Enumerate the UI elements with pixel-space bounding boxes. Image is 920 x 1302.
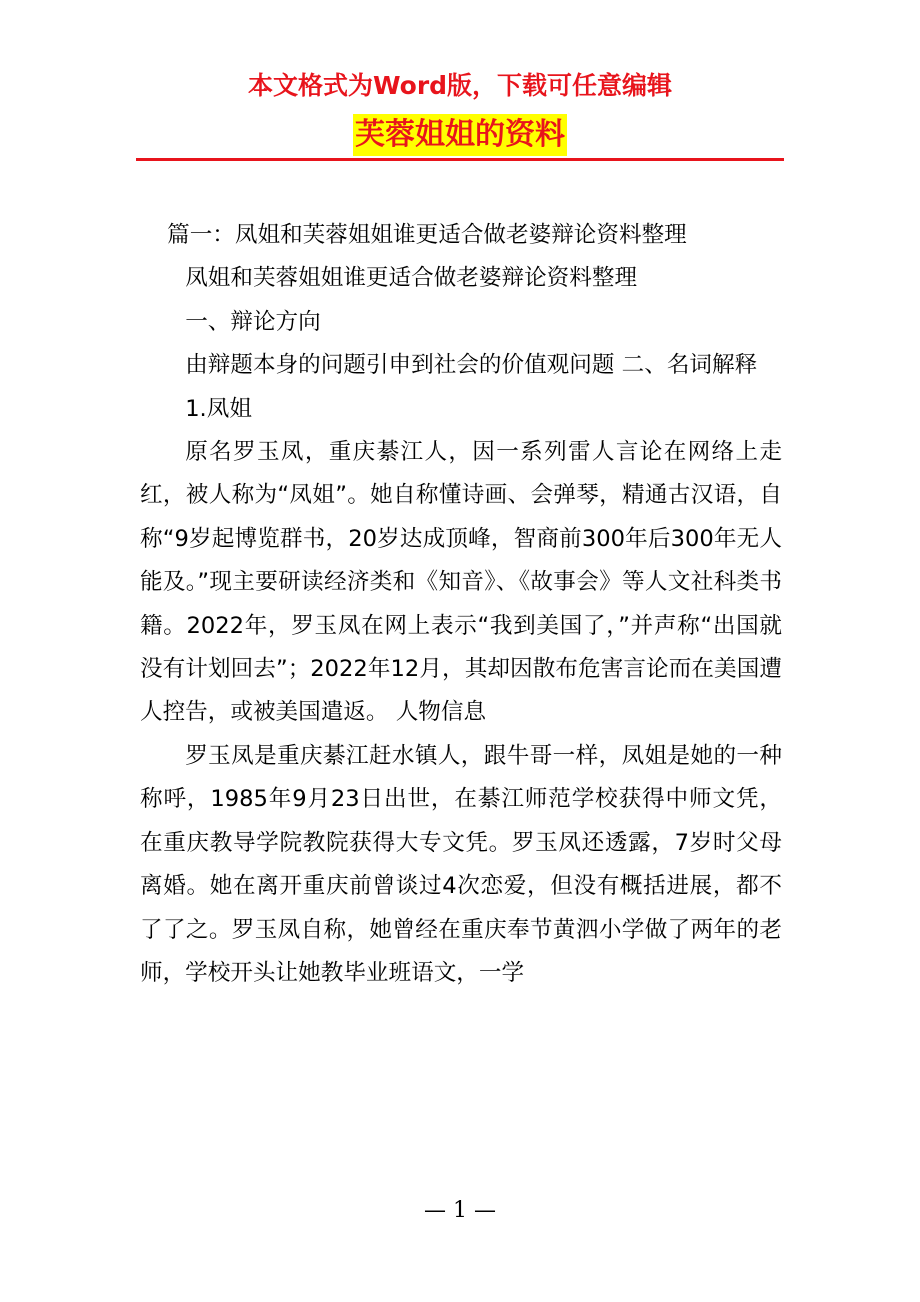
paragraph-subheading: 凤姐和芙蓉姐姐谁更适合做老婆辩论资料整理 — [185, 265, 638, 292]
format-notice: 本文格式为Word版，下载可任意编辑 — [247, 71, 673, 100]
paragraph-article-heading: 篇一：凤姐和芙蓉姐姐谁更适合做老婆辩论资料整理 — [167, 222, 687, 248]
paragraph-term-fengjie: 1.凤姐 — [185, 395, 252, 422]
paragraph-fengjie-bio: 原名罗玉凤，重庆綦江人，因一系列雷人言论在网络上走红，被人称为“凤姐”。她自称懂诗画、会弹琴，精通古汉语，自称“9岁起博览群书，20岁达成顶峰，智商前300年后300年无人能及。”现主要研读经济类和《知音》、《故事会》等人文社科类书籍。2022年，罗玉凤在网上表示“我到美国了，”并声称“出国就没有计划回去”；2022年12月，其却因散布危害言论而在美国遭人控告，或被美国遣返。 人物信息 — [140, 439, 782, 726]
header-divider — [136, 158, 784, 161]
paragraph-direction: 由辩题本身的问题引申到社会的价值观问题 二、名词解释 — [185, 352, 758, 379]
paragraph-section-one: 一、辩论方向 — [185, 308, 321, 335]
page-number: — 1 — — [424, 1198, 496, 1223]
paragraph-fengjie-info: 罗玉凤是重庆綦江赶水镇人，跟牛哥一样，凤姐是她的一种称呼，1985年9月23日出世，在綦江师范学校获得中师文凭，在重庆教导学院教院获得大专文凭。罗玉凤还透露，7岁时父母离婚。她在离开重庆前曾谈过4次恋爱，但没有概括进展，都不了了之。罗玉凤自称，她曾经在重庆奉节黄泗小学做了两年的老师，学校开头让她教毕业班语文，一学 — [140, 742, 782, 986]
document-title: 芙蓉姐姐的资料 — [353, 114, 567, 156]
title-container — [0, 114, 920, 156]
document-body — [140, 214, 782, 995]
